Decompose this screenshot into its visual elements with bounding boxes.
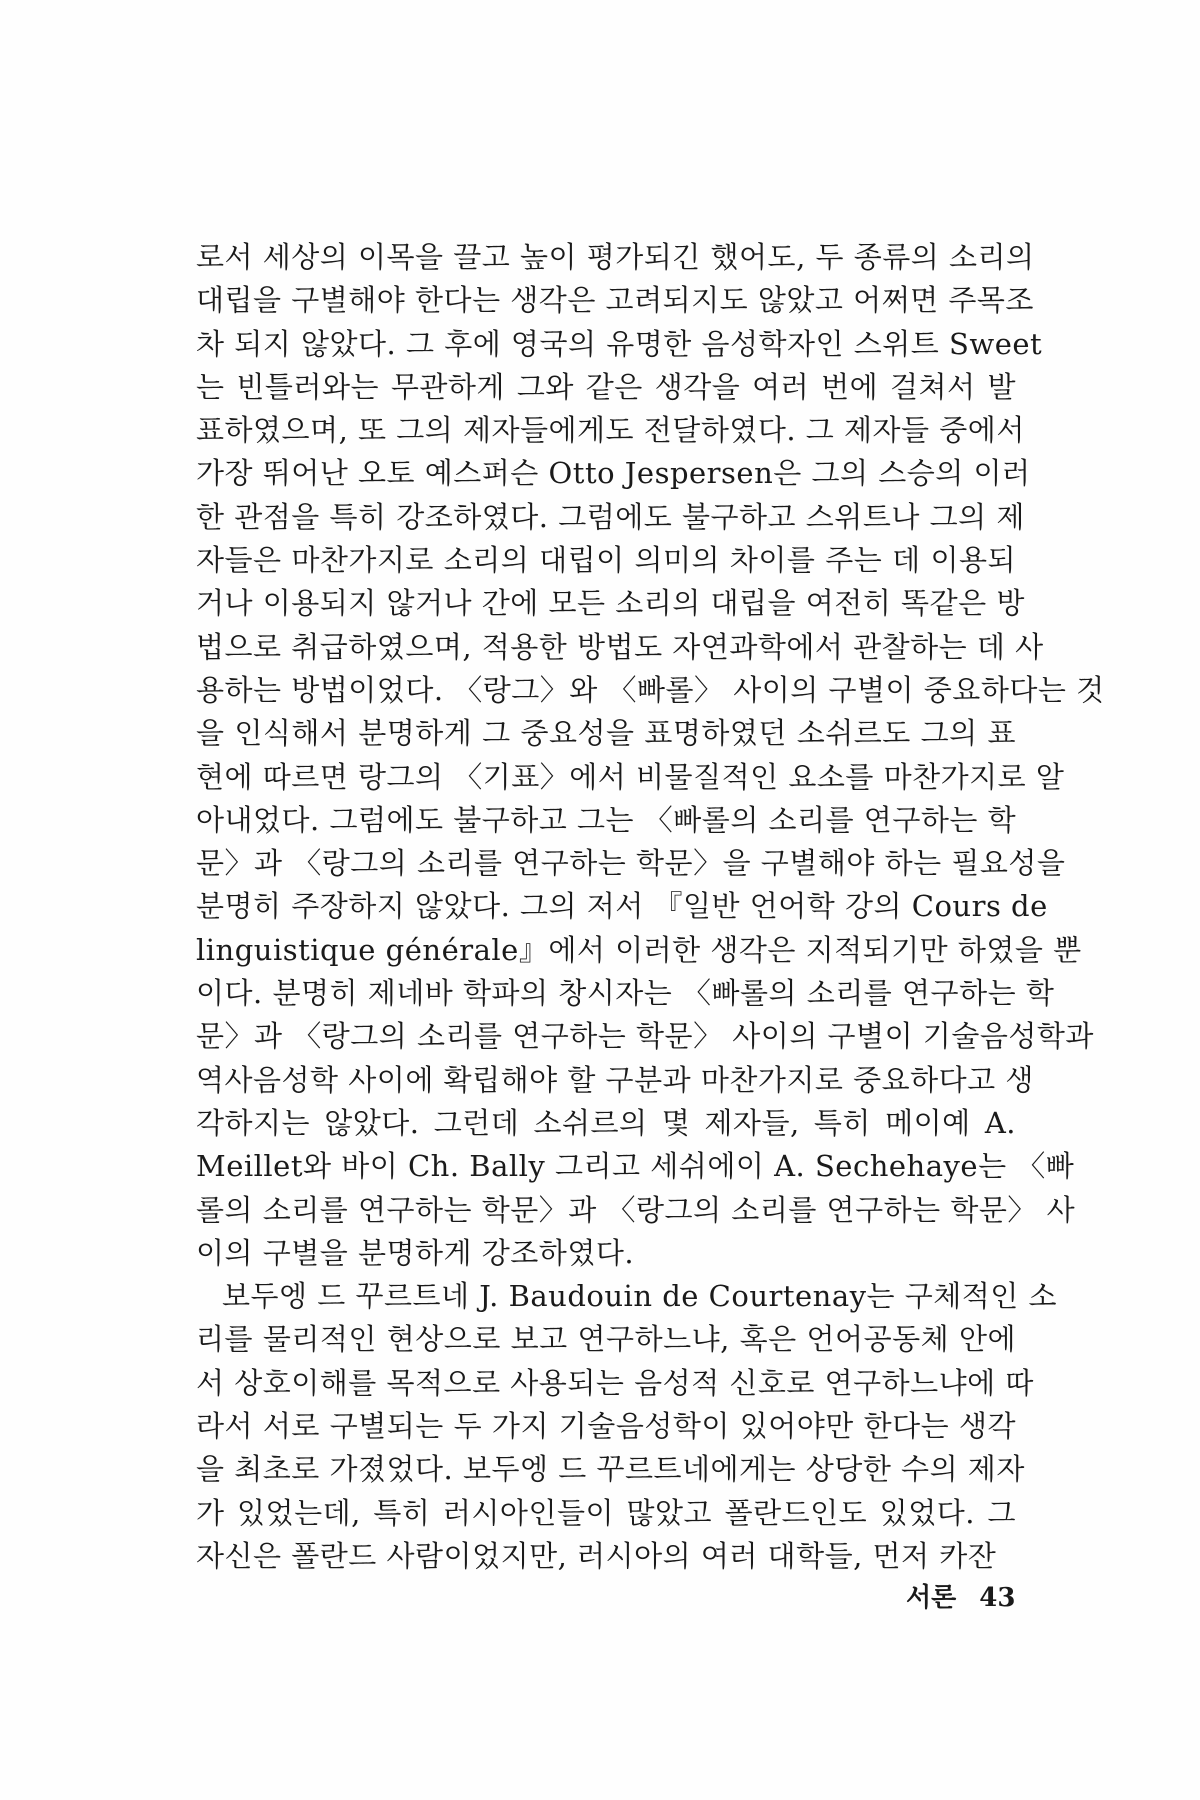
page-footer — [906, 1580, 1015, 1616]
text-line: linguistique générale』에서 이러한 생각은 지적되기만 하였을 뿐 — [196, 932, 1082, 967]
text-line: 로서 세상의 이목을 끌고 높이 평가되긴 했어도, 두 종류의 소리의 — [196, 240, 1035, 274]
text-line: 보두엥 드 꾸르트네 J. Baudouin de Courtenay는 구체적인 소 — [222, 1279, 1058, 1314]
text-line: 한 관점을 특히 강조하였다. 그럼에도 불구하고 스위트나 그의 제 — [196, 499, 1025, 534]
text-line: 아내었다. 그럼에도 불구하고 그는 〈빠롤의 소리를 연구하는 학 — [196, 802, 1017, 837]
text-line: 문〉과 〈랑그의 소리를 연구하는 학문〉을 구별해야 하는 필요성을 — [196, 846, 1066, 881]
text-line: 표하였으며, 또 그의 제자들에게도 전달하였다. 그 제자들 중에서 — [196, 413, 1025, 448]
text-line: 차 되지 않았다. 그 후에 영국의 유명한 음성학자인 스위트 Sweet — [196, 326, 1043, 361]
text-line: 리를 물리적인 현상으로 보고 연구하느냐, 혹은 언어공동체 안에 — [196, 1322, 1016, 1357]
text-line: 법으로 취급하였으며, 적용한 방법도 자연과학에서 관찰하는 데 사 — [196, 629, 1044, 664]
text-line: 용하는 방법이었다. 〈랑그〉와 〈빠롤〉 사이의 구별이 중요하다는 것 — [196, 672, 1105, 707]
text-line: 는 빈틀러와는 무관하게 그와 같은 생각을 여러 번에 걸쳐서 발 — [196, 369, 1016, 404]
body-text — [196, 236, 1105, 1578]
text-line: 문〉과 〈랑그의 소리를 연구하는 학문〉 사이의 구별이 기술음성학과 — [196, 1019, 1094, 1054]
text-line: 각하지는 않았다. 그런데 소쉬르의 몇 제자들, 특히 메이예 A. — [196, 1105, 1016, 1140]
text-line: 대립을 구별해야 한다는 생각은 고려되지도 않았고 어쩌면 주목조 — [196, 283, 1034, 318]
text-line: 이다. 분명히 제네바 학파의 창시자는 〈빠롤의 소리를 연구하는 학 — [196, 976, 1055, 1011]
text-line: 거나 이용되지 않거나 간에 모든 소리의 대립을 여전히 똑같은 방 — [196, 586, 1025, 621]
running-footer-section: 서론 — [906, 1583, 957, 1613]
text-line: 을 최초로 가졌었다. 보두엥 드 꾸르트네에게는 상당한 수의 제자 — [196, 1452, 1025, 1487]
text-line: 자신은 폴란드 사람이었지만, 러시아의 여러 대학들, 먼저 카잔 — [196, 1538, 997, 1573]
text-line: 현에 따르면 랑그의 〈기표〉에서 비물질적인 요소를 마찬가지로 알 — [196, 759, 1065, 794]
text-line: 롤의 소리를 연구하는 학문〉과 〈랑그의 소리를 연구하는 학문〉 사 — [196, 1192, 1076, 1227]
text-line: 이의 구별을 분명하게 강조하였다. — [196, 1235, 635, 1270]
text-line: 가 있었는데, 특히 러시아인들이 많았고 폴란드인도 있었다. 그 — [196, 1495, 1016, 1530]
page-number: 43 — [979, 1583, 1016, 1613]
text-line: 을 인식해서 분명하게 그 중요성을 표명하였던 소쉬르도 그의 표 — [196, 716, 1016, 751]
text-line: 자들은 마찬가지로 소리의 대립이 의미의 차이를 주는 데 이용되 — [196, 543, 1016, 578]
text-line: Meillet와 바이 Ch. Bally 그리고 세쉬에이 A. Sechehaye는 〈빠 — [196, 1149, 1075, 1184]
text-line: 분명히 주장하지 않았다. 그의 저서 『일반 언어학 강의 Cours de — [196, 889, 1048, 924]
text-line: 가장 뛰어난 오토 예스퍼슨 Otto Jespersen은 그의 스승의 이러 — [196, 456, 1031, 491]
text-line: 라서 서로 구별되는 두 가지 기술음성학이 있어야만 한다는 생각 — [196, 1409, 1016, 1444]
text-line: 서 상호이해를 목적으로 사용되는 음성적 신호로 연구하느냐에 따 — [196, 1365, 1034, 1400]
text-line: 역사음성학 사이에 확립해야 할 구분과 마찬가지로 중요하다고 생 — [196, 1062, 1034, 1097]
